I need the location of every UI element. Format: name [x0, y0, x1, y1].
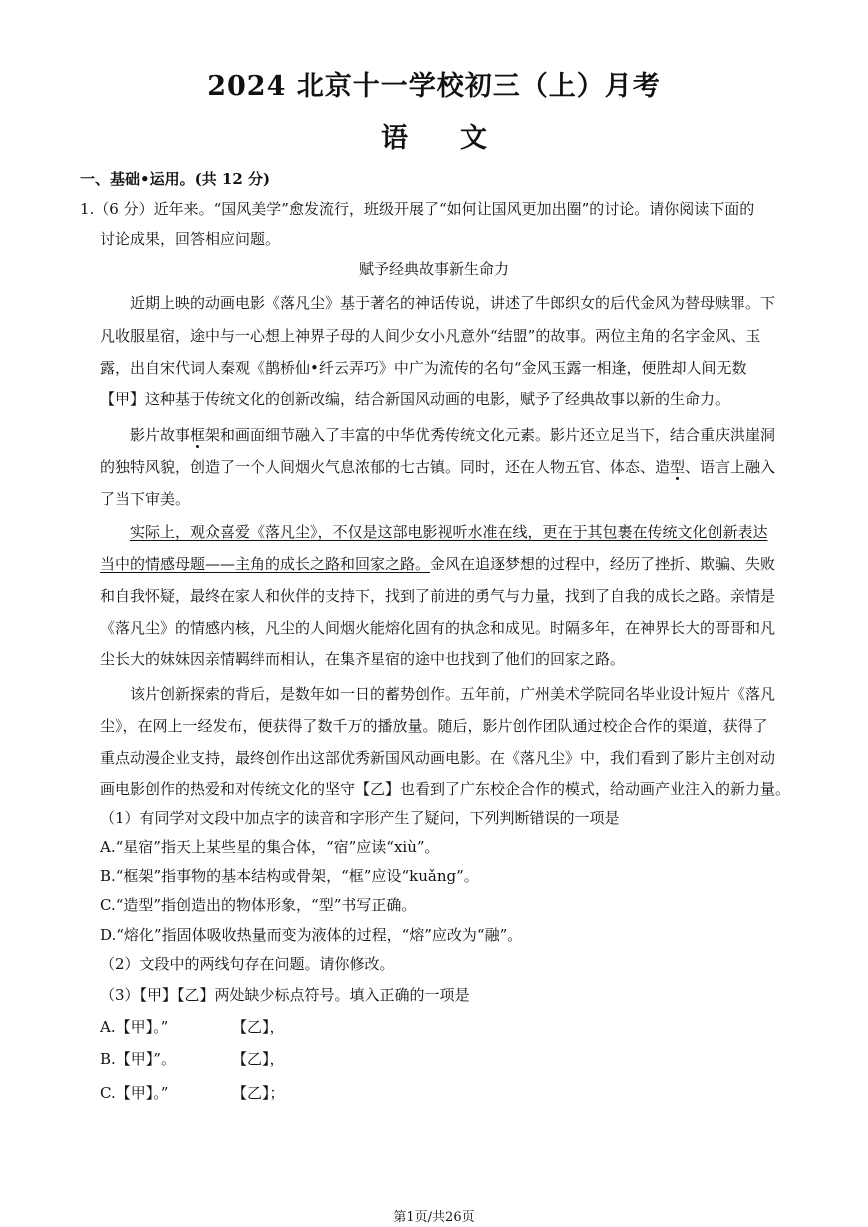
sub1-option-c: C.“造型”指创造出的物体形象，“型”书写正确。	[100, 896, 417, 914]
dotted-char: 型	[670, 458, 686, 476]
p4-line-4: 画电影创作的热爱和对传统文化的坚守【乙】也看到了广东校企合作的模式，给动画产业注入的新力量。	[100, 780, 791, 798]
q1-intro-line-1: 1.（6 分）近年来。“国风美学”愈发流行，班级开展了“如何让国风更加出圈”的讨论。请你阅读下面的	[80, 200, 755, 218]
dotted-char: 框	[190, 426, 206, 444]
p3-line-1-underlined: 实际上，观众喜爱《落凡尘》，不仅是这部电影视听水准在线，更在于其包裹在传统文化创新表达	[130, 523, 768, 541]
p1-line-4: 【甲】这种基于传统文化的创新改编，结合新国风动画的电影，赋予了经典故事以新的生命力。	[100, 390, 731, 408]
sub3-option-c: C.【甲】。” 【乙】；	[100, 1084, 285, 1102]
p2-line-3: 了当下审美。	[100, 490, 191, 508]
page-number: 第1页/共26页	[393, 1210, 475, 1225]
section-heading: 一、基础•运用。(共 12 分)	[80, 170, 271, 188]
sub1-stem: （1）有同学对文段中加点字的读音和字形产生了疑问，下列判断错误的一项是	[100, 809, 620, 827]
exam-title: 2024 北京十一学校初三（上）月考	[207, 71, 661, 102]
passage-title: 赋予经典故事新生命力	[358, 260, 509, 278]
p2-line-1: 影片故事框架和画面细节融入了丰富的中华优秀传统文化元素。影片还立足当下，结合重庆洪崖洞	[130, 426, 776, 444]
p4-line-3: 重点动漫企业支持，最终创作出这部优秀新国风动画电影。在《落凡尘》中，我们看到了影片主创对动	[100, 749, 776, 767]
q1-intro-line-2: 讨论成果，回答相应问题。	[100, 230, 281, 248]
subject-char-2: 文	[460, 123, 487, 154]
sub3-option-a: A.【甲】。” 【乙】，	[100, 1018, 285, 1036]
p2-line-2: 的独特风貌，创造了一个人间烟火气息浓郁的七古镇。同时，还在人物五官、体态、造型、语言上融入	[100, 458, 776, 476]
p4-line-2: 尘》，在网上一经发布，便获得了数千万的播放量。随后，影片创作团队通过校企合作的渠道，获得了	[100, 717, 768, 735]
p3-line-5: 尘长大的妹妹因亲情羁绊而相认，在集齐星宿的途中也找到了他们的回家之路。	[100, 650, 626, 668]
sub1-option-b: B.“框架”指事物的基本结构或骨架，“框”应设“kuǎng”。	[100, 867, 479, 885]
p3-line-4: 《落凡尘》的情感内核，凡尘的人间烟火能熔化固有的执念和成见。时隔多年，在神界长大的哥哥和凡	[100, 619, 776, 637]
underlined-sentence: 当中的情感母题——主角的成长之路和回家之路。	[100, 555, 431, 573]
sub3-stem: （3）【甲】【乙】两处缺少标点符号。填入正确的一项是	[100, 986, 470, 1004]
p4-line-1: 该片创新探索的背后，是数年如一日的蓄势创作。五年前，广州美术学院同名毕业设计短片《落凡	[130, 685, 776, 703]
sub3-option-b: B.【甲】”。 【乙】，	[100, 1050, 285, 1068]
subject-heading	[0, 116, 868, 155]
p1-line-1: 近期上映的动画电影《落凡尘》基于著名的神话传说，讲述了牛郎织女的后代金风为替母赎罪。下	[130, 294, 776, 312]
p1-line-2: 凡收服星宿，途中与一心想上神界子母的人间少女小凡意外“结盟”的故事。两位主角的名字金风、玉	[100, 327, 761, 345]
p3-line-2: 当中的情感母题——主角的成长之路和回家之路。金风在追逐梦想的过程中，经历了挫折、欺骗、失败	[100, 555, 776, 573]
p3-line-3: 和自我怀疑，最终在家人和伙伴的支持下，找到了前进的勇气与力量，找到了自我的成长之路。亲情是	[100, 587, 776, 605]
sub1-option-d: D.“熔化”指固体吸收热量而变为液体的过程，“熔”应改为“融”。	[100, 926, 523, 944]
sub2-stem: （2）文段中的两线句存在问题。请你修改。	[100, 955, 395, 973]
subject-char-1: 语	[381, 123, 408, 154]
sub1-option-a: A.“星宿”指天上某些星的集合体，“宿”应读“xiù”。	[100, 838, 440, 856]
p1-line-3: 露，出自宋代词人秦观《鹊桥仙•纤云弄巧》中广为流传的名句“金风玉露一相逢，便胜却人间无数	[100, 359, 747, 377]
